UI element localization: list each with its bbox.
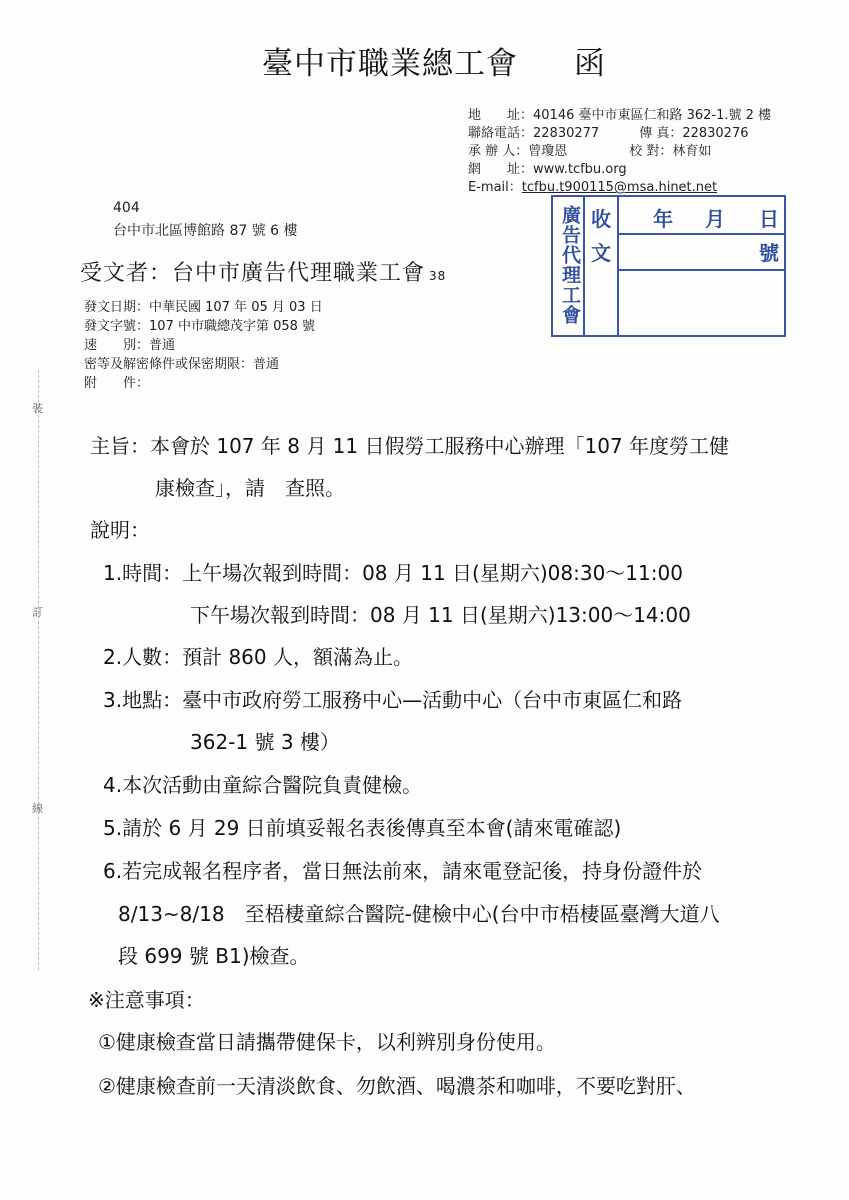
subject-line-2: 康檢查」，請 查照。 bbox=[155, 476, 345, 500]
stamp-month: 月 bbox=[705, 207, 725, 231]
item-6-line-2: 8/13~8/18 至梧棲童綜合醫院-健檢中心(台中市梧棲區臺灣大道八 bbox=[118, 902, 720, 926]
org-name: 臺中市職業總工會 bbox=[262, 46, 518, 82]
doc-type: 函 bbox=[574, 46, 606, 82]
item-6-line-1: 6.若完成報名程序者，當日無法前來，請來電登記後，持身份證件於 bbox=[103, 859, 703, 883]
recipient bbox=[80, 256, 446, 287]
recipient-postcode: 404 bbox=[113, 200, 140, 216]
recipient-text: 受文者：台中市廣告代理職業工會 bbox=[80, 261, 426, 286]
website: www.tcfbu.org bbox=[533, 162, 627, 177]
email-row: E-mail：tcfbu.t900115@msa.hinet.net bbox=[468, 180, 718, 195]
fax: 22830276 bbox=[682, 126, 749, 141]
item-1-line-1: 1.時間：上午場次報到時間：08 月 11 日(星期六)08:30～11:00 bbox=[103, 561, 683, 585]
website-row: 網 址：www.tcfbu.org bbox=[468, 162, 627, 177]
item-3-line-2: 362-1 號 3 樓） bbox=[190, 730, 340, 754]
stamp-receive: 收 bbox=[591, 207, 611, 231]
issue-number: 發文字號：107 中市職總茂字第 058 號 bbox=[84, 319, 316, 334]
phone: 22830277 bbox=[533, 126, 600, 141]
checker: 林育如 bbox=[672, 144, 712, 159]
item-3-line-1: 3.地點：臺中市政府勞工服務中心—活動中心（台中市東區仁和路 bbox=[103, 688, 683, 712]
issue-date: 發文日期：中華民國 107 年 05 月 03 日 bbox=[84, 300, 323, 315]
note-2: ②健康檢查前一天清淡飲食、勿飲酒、喝濃茶和咖啡，不要吃對肝、 bbox=[98, 1074, 696, 1098]
address: 40146 臺中市東區仁和路 362-1.號 2 樓 bbox=[533, 108, 772, 123]
margin-mark-staple: 訂 bbox=[32, 606, 43, 619]
receiving-stamp bbox=[551, 195, 786, 337]
item-4: 4.本次活動由童綜合醫院負責健檢。 bbox=[103, 773, 423, 797]
stamp-number: 號 bbox=[759, 241, 779, 265]
secrecy: 密等及解密條件或保密期限：普通 bbox=[84, 357, 280, 372]
notes-label: ※注意事項： bbox=[88, 988, 205, 1012]
item-1-line-2: 下午場次報到時間：08 月 11 日(星期六)13:00～14:00 bbox=[190, 603, 691, 627]
speed: 速 別：普通 bbox=[84, 338, 176, 353]
stamp-day: 日 bbox=[759, 207, 779, 231]
note-1: ①健康檢查當日請攜帶健保卡，以利辨別身份使用。 bbox=[98, 1030, 556, 1054]
subject-line-1: 主旨：本會於 107 年 8 月 11 日假勞工服務中心辦理「107 年度勞工健 bbox=[90, 434, 730, 458]
recipient-number: 38 bbox=[429, 269, 447, 283]
document-title bbox=[262, 38, 606, 83]
margin-mark-line: 線 bbox=[32, 802, 43, 815]
phone-row: 聯絡電話：22830277 傳 真：22830276 bbox=[468, 126, 749, 141]
item-6-line-3: 段 699 號 B1)檢查。 bbox=[118, 944, 310, 968]
binding-line bbox=[38, 370, 40, 970]
item-5: 5.請於 6 月 29 日前填妥報名表後傳真至本會(請來電確認) bbox=[103, 816, 622, 840]
recipient-street: 台中市北區博館路 87 號 6 樓 bbox=[113, 223, 298, 239]
stamp-doc: 文 bbox=[591, 241, 611, 265]
item-2: 2.人數：預計 860 人，額滿為止。 bbox=[103, 645, 413, 669]
email: tcfbu.t900115@msa.hinet.net bbox=[521, 180, 718, 195]
margin-mark-bind: 裝 bbox=[32, 402, 43, 415]
stamp-org: 廣告代理工會 bbox=[559, 205, 581, 325]
attachment: 附 件： bbox=[84, 376, 150, 391]
handler: 曾瓊恩 bbox=[528, 144, 568, 159]
doc-meta bbox=[84, 298, 323, 393]
explanation-label: 說明： bbox=[90, 518, 150, 542]
address-row: 地 址：40146 臺中市東區仁和路 362-1.號 2 樓 bbox=[468, 108, 772, 123]
handler-row: 承 辦 人：曾瓊恩 校 對：林育如 bbox=[468, 144, 712, 159]
stamp-year: 年 bbox=[653, 207, 673, 231]
sender-info bbox=[468, 107, 771, 197]
